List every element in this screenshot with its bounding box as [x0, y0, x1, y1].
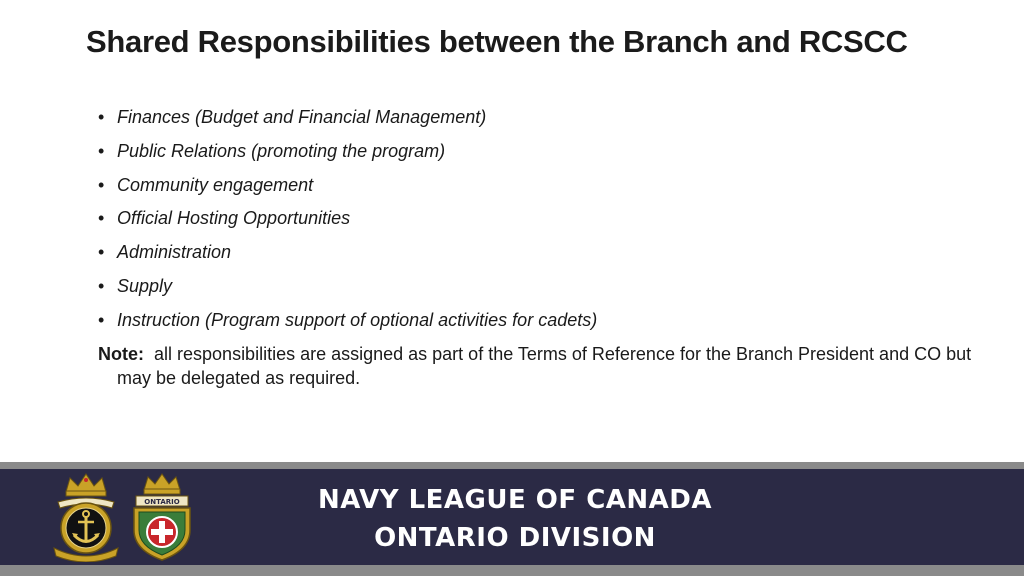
bullet-icon: • [98, 275, 105, 296]
list-item-text: Finances (Budget and Financial Management) [117, 107, 487, 127]
list-item [98, 135, 597, 169]
footer-band [0, 462, 1024, 576]
footer-banner [0, 469, 1024, 565]
footer-title-line2: ONTARIO DIVISION [374, 523, 656, 553]
bullet-icon: • [98, 107, 105, 127]
bullet-icon: • [98, 309, 105, 330]
list-item-text: Supply [117, 275, 173, 296]
responsibility-list [98, 101, 597, 338]
note-label: Note: [98, 344, 144, 364]
bullet-icon: • [98, 242, 105, 263]
note-paragraph [98, 342, 977, 390]
list-item-text: Instruction (Program support of optional activities for cadets) [117, 309, 598, 330]
slide-title: Shared Responsibilities between the Branch and RCSCC [86, 24, 908, 59]
ontario-crest-icon [126, 472, 198, 562]
bullet-icon: • [98, 208, 105, 229]
note-text: all responsibilities are assigned as part of the Terms of Reference for the Branch President and CO but may be delegated as required. [117, 344, 972, 388]
anchor-crest-icon [50, 472, 122, 562]
list-item [98, 236, 597, 270]
list-item-text: Community engagement [117, 174, 314, 195]
list-item [98, 101, 597, 135]
bullet-icon: • [98, 174, 105, 195]
list-item-text: Administration [117, 242, 232, 263]
footer-title-line1: NAVY LEAGUE OF CANADA [317, 485, 713, 515]
list-item-text: Public Relations (promoting the program) [117, 140, 446, 161]
list-item [98, 202, 597, 236]
list-item [98, 270, 597, 304]
list-item [98, 304, 597, 338]
crest-banner-text: ONTARIO [144, 498, 180, 506]
bullet-icon: • [98, 140, 105, 161]
list-item [98, 169, 597, 203]
list-item-text: Official Hosting Opportunities [117, 208, 351, 229]
